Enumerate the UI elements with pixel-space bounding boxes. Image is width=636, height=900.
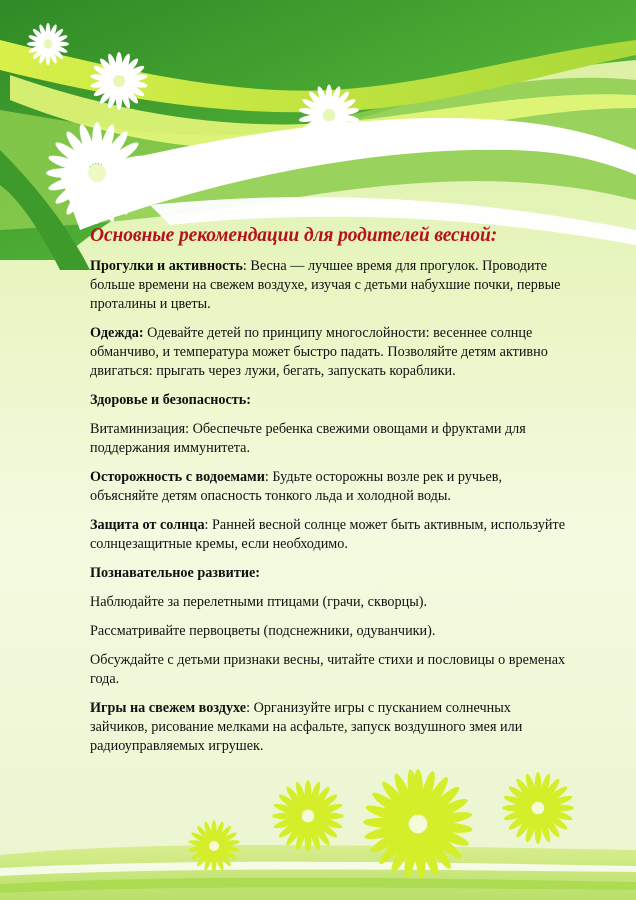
water-text: : Будьте осторожны возле рек и ручьев, объясняйте детям опасность тонкого льда и холодной воды. [90, 469, 503, 504]
yellow-flower-icon [270, 778, 346, 854]
discuss-paragraph: Обсуждайте с детьми признаки весны, читайте стихи и пословицы о временах года. [90, 652, 566, 687]
flowers-paragraph: Рассматривайте первоцветы (подснежники, одуванчики). [90, 623, 436, 639]
white-flower-icon [88, 50, 150, 112]
sun-text: : Ранней весной солнце может быть активным, используйте солнцезащитные кремы, если необходимо. [90, 517, 566, 552]
walks-heading: Прогулки и активность [90, 258, 243, 274]
vitamins-paragraph: Витаминизация: Обеспечьте ребенка свежими овощами и фруктами для поддержания иммунитета. [90, 421, 526, 456]
games-paragraph [90, 699, 570, 756]
cognitive-heading: Познавательное развитие: [90, 565, 261, 581]
yellow-flower-icon [500, 770, 576, 846]
birds-paragraph: Наблюдайте за перелетными птицами (грачи, скворцы). [90, 594, 428, 610]
clothes-paragraph [90, 324, 570, 381]
white-flower-icon [42, 118, 152, 228]
sun-heading: Защита от солнца [90, 517, 205, 533]
white-flower-icon [296, 82, 362, 148]
yellow-flower-icon [186, 818, 242, 874]
walks-text: : Весна — лучшее время для прогулок. Проводите больше времени на свежем воздухе, изучая с детьми набухшие почки, первые проталины и цветы. [90, 258, 561, 312]
health-heading: Здоровье и безопасность: [90, 392, 252, 408]
water-heading: Осторожность с водоемами [90, 469, 265, 485]
clothes-text: Одевайте детей по принципу многослойности: весеннее солнце обманчиво, и температура может быстро падать. Позволяйте детям активно двигаться: прыгать через лужи, бегать, запускать кораблики. [90, 325, 548, 379]
page-title: Основные рекомендации для родителей весной: [90, 225, 498, 246]
sun-paragraph [90, 516, 570, 554]
water-paragraph [90, 468, 570, 506]
white-flower-icon [26, 22, 70, 66]
walks-paragraph [90, 257, 570, 314]
clothes-heading: Одежда: [90, 325, 144, 341]
recommendations-content [90, 226, 570, 766]
games-heading: Игры на свежем воздухе [90, 700, 247, 716]
games-text: : Организуйте игры с пусканием солнечных зайчиков, рисование мелками на асфальте, запуск воздушного змея или радиоуправляемых игрушек. [90, 700, 523, 754]
yellow-flower-icon [360, 766, 476, 882]
